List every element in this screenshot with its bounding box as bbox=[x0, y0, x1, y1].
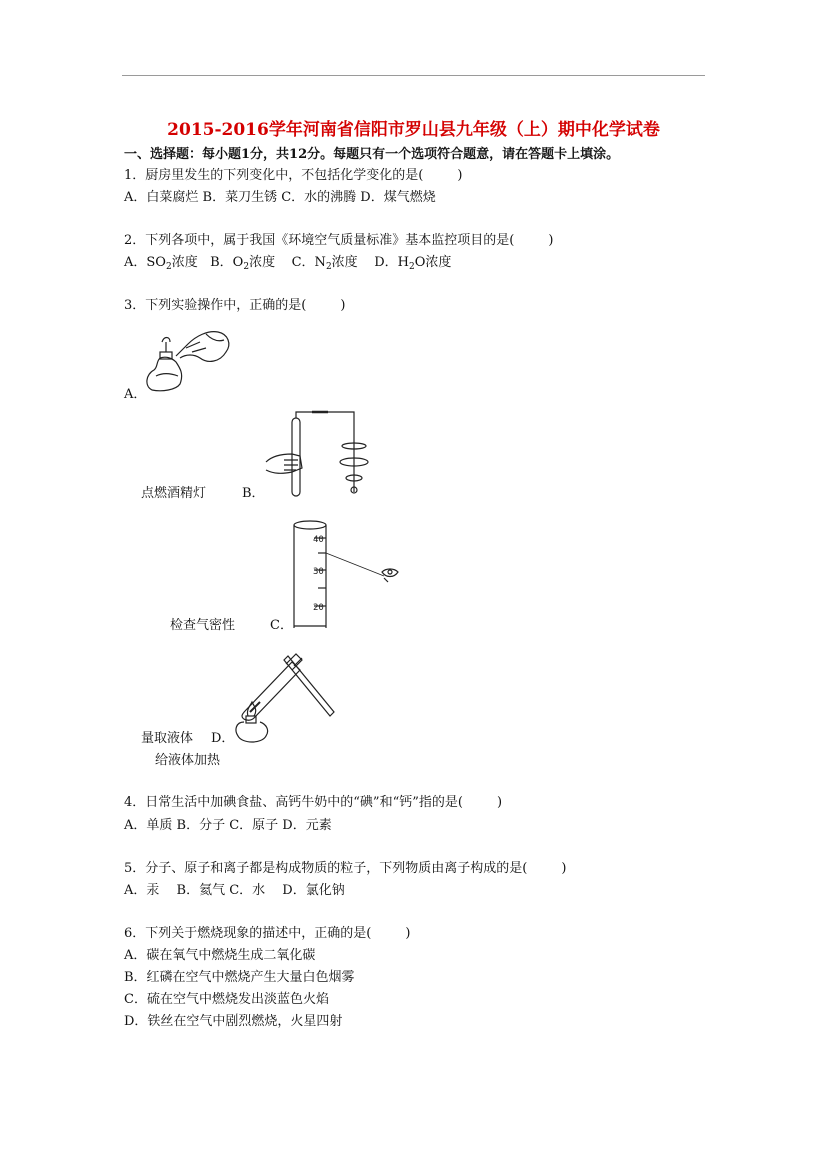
q2-a-pre: A．SO bbox=[124, 255, 166, 270]
q4-close-paren: ) bbox=[496, 795, 503, 810]
q2-a-post: 浓度 bbox=[171, 255, 198, 270]
q1-close-paren: ) bbox=[457, 168, 463, 183]
cylinder-tick-20: 20 bbox=[313, 603, 324, 613]
question-2-stem bbox=[124, 233, 553, 249]
q3-close-paren: ) bbox=[340, 298, 346, 313]
q2-b-sub: 2 bbox=[243, 262, 250, 272]
figure-c-measuring-cylinder bbox=[290, 520, 410, 632]
q2-option-b bbox=[210, 255, 275, 270]
q2-d-sub: 2 bbox=[408, 262, 415, 272]
q2-c-pre: C．N bbox=[291, 255, 326, 270]
header-rule bbox=[122, 75, 705, 76]
q2-d-post: O浓度 bbox=[414, 255, 452, 270]
q6-close-paren: ) bbox=[405, 926, 411, 941]
question-2-options bbox=[124, 255, 451, 271]
q2-b-pre: B．O bbox=[210, 255, 244, 270]
q2-option-a bbox=[124, 255, 198, 270]
question-1-stem bbox=[124, 168, 462, 184]
question-5-stem bbox=[124, 861, 566, 877]
q3-label-b: B． bbox=[242, 486, 265, 501]
question-4-stem bbox=[124, 795, 502, 811]
q2-option-d bbox=[374, 255, 451, 270]
q2-c-post: 浓度 bbox=[331, 255, 358, 270]
q3-label-d: D． bbox=[211, 731, 235, 746]
figure-d-heating-liquid bbox=[230, 640, 340, 750]
cylinder-tick-40: 40 bbox=[313, 535, 324, 545]
question-5-options: A．汞 B．氦气 C．水 D．氯化钠 bbox=[124, 883, 345, 898]
q2-c-sub: 2 bbox=[325, 262, 332, 272]
section-heading: 一、选择题：每小题1分，共12分。每题只有一个选项符合题意，请在答题卡上填涂。 bbox=[124, 147, 620, 162]
q3-caption-b: 检查气密性 bbox=[170, 618, 236, 633]
q6-option-d: D．铁丝在空气中剧烈燃烧，火星四射 bbox=[124, 1014, 343, 1029]
q1-stem-text: 1．厨房里发生的下列变化中，不包括化学变化的是( bbox=[124, 168, 424, 183]
q3-caption-d: 给液体加热 bbox=[155, 753, 221, 768]
cylinder-tick-30: 30 bbox=[313, 567, 324, 577]
question-1-options: A．白菜腐烂 B．菜刀生锈 C．水的沸腾 D．煤气燃烧 bbox=[124, 190, 436, 205]
q3-stem-text: 3．下列实验操作中，正确的是( bbox=[124, 298, 307, 313]
q6-stem-text: 6．下列关于燃烧现象的描述中，正确的是( bbox=[124, 926, 372, 941]
q3-caption-a: 点燃酒精灯 bbox=[141, 486, 207, 501]
question-3-stem bbox=[124, 298, 345, 314]
q3-caption-c: 量取液体 bbox=[141, 731, 194, 746]
q5-stem-text: 5．分子、原子和离子都是构成物质的粒子，下列物质由离子构成的是( bbox=[124, 861, 528, 876]
q2-a-sub: 2 bbox=[165, 262, 172, 272]
q5-close-paren: ) bbox=[561, 861, 567, 876]
q6-option-a: A．碳在氧气中燃烧生成二氧化碳 bbox=[124, 948, 316, 963]
q6-option-c: C．硫在空气中燃烧发出淡蓝色火焰 bbox=[124, 992, 329, 1007]
q2-b-post: 浓度 bbox=[249, 255, 276, 270]
question-4-options: A．单质 B．分子 C．原子 D．元素 bbox=[124, 818, 332, 833]
q2-d-pre: D．H bbox=[374, 255, 409, 270]
q2-stem-text: 2．下列各项中，属于我国《环境空气质量标准》基本监控项目的是( bbox=[124, 233, 515, 248]
figure-a-alcohol-lamps bbox=[140, 318, 240, 393]
q6-option-b: B．红磷在空气中燃烧产生大量白色烟雾 bbox=[124, 970, 355, 985]
q3-label-c: C． bbox=[270, 618, 293, 633]
q3-label-a: A． bbox=[124, 387, 147, 402]
q2-option-c bbox=[292, 255, 358, 270]
exam-title: 2015-2016学年河南省信阳市罗山县九年级（上）期中化学试卷 bbox=[167, 120, 660, 140]
q2-close-paren: ) bbox=[548, 233, 554, 248]
question-6-stem bbox=[124, 926, 410, 942]
q4-stem-text: 4．日常生活中加碘食盐、高钙牛奶中的“碘”和“钙”指的是( bbox=[124, 795, 463, 810]
figure-b-airtightness bbox=[262, 410, 372, 498]
